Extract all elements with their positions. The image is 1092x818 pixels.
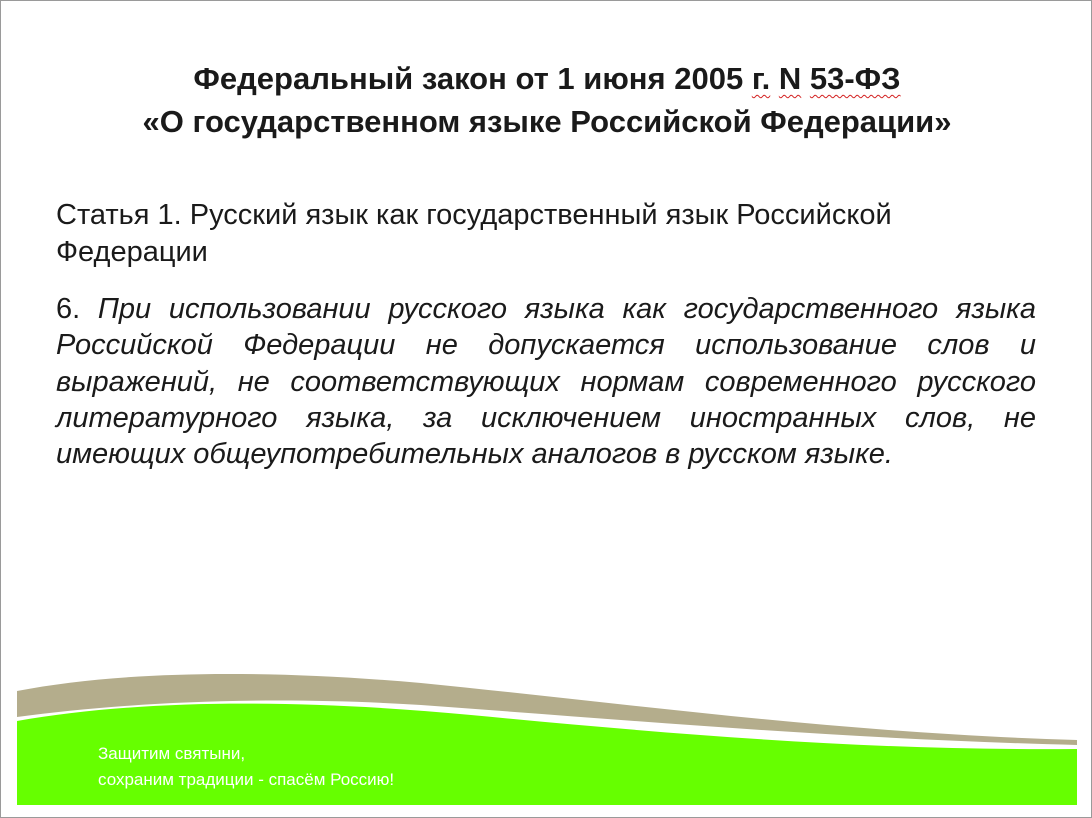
title-line-1-g: г. <box>751 61 771 96</box>
title-line-1-number: 53-ФЗ <box>809 61 901 96</box>
slogan-line-2: сохраним традиции - спасём Россию! <box>98 770 395 789</box>
clause-paragraph <box>56 291 1036 472</box>
title-line-1-space-2 <box>801 61 810 96</box>
footer-slogan <box>98 741 394 793</box>
title-line-1-n: N <box>778 61 802 96</box>
clause-text: При использовании русского языка как государственного языка Российской Федерации не допускается использование слов и выражений, не соответствующих нормам современного русского литературного языка, за исключением иностранных слов, не имеющих общеупотребительных аналогов в русском языке. <box>56 293 1037 471</box>
title-line-1 <box>41 57 1053 100</box>
clause-number: 6. <box>56 293 98 325</box>
title-line-1-space <box>770 61 779 96</box>
slide-title <box>41 57 1053 143</box>
slogan-line-1: Защитим святыни, <box>98 744 246 763</box>
article-heading: Статья 1. Русский язык как государственный язык Российской Федерации <box>56 199 892 268</box>
footer-decoration <box>1 661 1092 818</box>
title-line-2: «О государственном языке Российской Федерации» <box>142 104 952 139</box>
title-line-1-prefix: Федеральный закон от 1 июня 2005 <box>193 61 752 96</box>
